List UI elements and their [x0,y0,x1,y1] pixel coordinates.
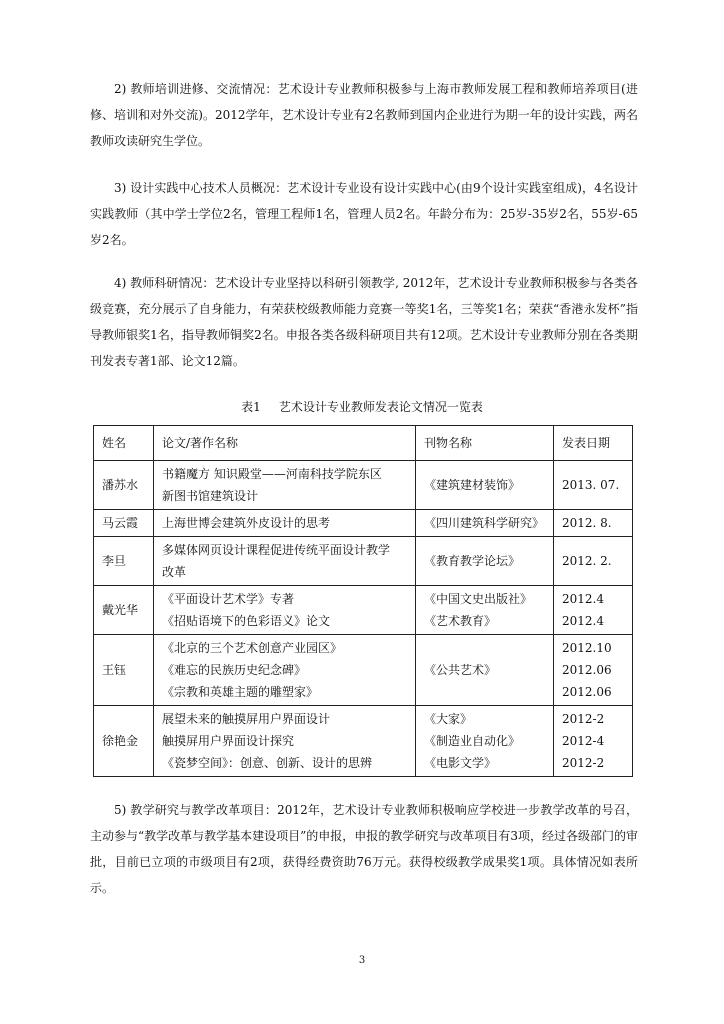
journal-name: 《中国文史出版社》 [424,592,533,606]
journal-name: 《艺术教育》 [424,614,497,628]
work-title: 改革 [162,565,187,579]
table-header-row [94,426,633,461]
journal-name-cell [416,586,554,635]
publish-date-cell [554,510,633,537]
publish-date-cell [554,706,633,777]
paragraph-teacher-training: 2) 教师培训进修、交流情况：艺术设计专业教师积极参与上海市教师发展工程和教师培养项目(进修、培训和对外交流)。2012学年，艺术设计专业有2名教师到国内企业进行为期一年的设计实践，两名教师攻读研究生学位。 [90,82,638,148]
header-date: 发表日期 [554,426,633,461]
work-title-cell [154,706,416,777]
table-body [94,461,633,777]
publish-date: 2012-2 [562,712,605,726]
publish-date: 2012-4 [562,734,605,748]
publish-date: 2012. 8. [562,516,612,530]
work-title: 《平面设计艺术学》专著 [162,592,295,606]
work-title: 《招贴语境下的色彩语义》论文 [162,614,331,628]
work-title-cell [154,586,416,635]
author-name-cell: 马云霞 [94,510,154,537]
journal-name: 《建筑建材装饰》 [424,478,521,492]
publish-date-cell [554,537,633,586]
work-title: 上海世博会建筑外皮设计的思考 [162,516,331,530]
page-number: 3 [358,955,366,966]
table-row [94,461,633,510]
work-title: 《瓷梦空间》：创意、创新、设计的思辨 [162,756,373,770]
work-title: 《难忘的民族历史纪念碑》 [162,663,307,677]
journal-name-cell [416,510,554,537]
publish-date: 2012.10 [562,641,612,655]
journal-name: 《四川建筑科学研究》 [424,516,545,530]
table-row [94,510,633,537]
publish-date: 2012.06 [562,685,612,699]
table-caption [0,398,724,415]
work-title-cell [154,510,416,537]
author-name-cell: 潘苏水 [94,461,154,510]
work-title: 触摸屏用户界面设计探究 [162,734,295,748]
publish-date-cell [554,586,633,635]
journal-name: 《大家》 [424,712,473,726]
publish-date: 2013. 07. [562,478,620,492]
journal-name: 《制造业自动化》 [424,734,521,748]
work-title: 《北京的三个艺术创意产业园区》 [162,641,343,655]
table-row [94,706,633,777]
journal-name-cell [416,461,554,510]
header-work: 论文/著作名称 [154,426,416,461]
author-name-cell: 李旦 [94,537,154,586]
journal-name-cell [416,537,554,586]
paragraph-teacher-research: 4) 教师科研情况：艺术设计专业坚持以科研引领教学, 2012年，艺术设计专业教师积极参与各类各级竞赛，充分展示了自身能力，有荣获校级教师能力竞赛一等奖1名，三等奖1名；荣获“香港永发杯”指导教师银奖1名，指导教师铜奖2名。申报各类各级科研项目共有12项。艺术设计专业教师分别在各类期刊发表专著1部、论文12篇。 [90,276,638,368]
journal-name: 《电影文学》 [424,756,497,770]
work-title-cell [154,537,416,586]
work-title: 《宗教和英雄主题的雕塑家》 [162,685,319,699]
publish-date-cell [554,635,633,706]
header-journal: 刊物名称 [416,426,554,461]
work-title-cell [154,461,416,510]
paragraph-teaching-reform: 5) 教学研究与教学改革项目：2012年，艺术设计专业教师积极响应学校进一步教学改革的号召，主动参与“教学改革与教学基本建设项目”的申报，申报的教学研究与改革项目有3项，经过各级部门的审批，目前已立项的市级项目有2项，获得经费资助76万元。获得校级教学成果奖1项。具体情况如表所示。 [90,803,638,895]
publications-table [93,425,633,777]
journal-name-cell [416,706,554,777]
work-title-cell [154,635,416,706]
work-title: 书籍魔方 知识殿堂——河南科技学院东区 [162,467,382,481]
publish-date: 2012. 2. [562,554,612,568]
journal-name: 《公共艺术》 [424,663,497,677]
work-title: 多媒体网页设计课程促进传统平面设计教学 [162,543,391,557]
table-caption-label: 表1 [241,400,261,414]
table-row [94,586,633,635]
author-name-cell: 徐艳金 [94,706,154,777]
publish-date: 2012-2 [562,756,605,770]
journal-name: 《教育教学论坛》 [424,554,521,568]
publish-date: 2012.4 [562,614,604,628]
table-row [94,537,633,586]
journal-name-cell [416,635,554,706]
table-row [94,635,633,706]
author-name-cell: 戴光华 [94,586,154,635]
publish-date: 2012.06 [562,663,612,677]
table-caption-title: 艺术设计专业教师发表论文情况一览表 [278,400,483,414]
header-name: 姓名 [94,426,154,461]
publish-date: 2012.4 [562,592,604,606]
work-title: 展望未来的触摸屏用户界面设计 [162,712,331,726]
work-title: 新图书馆建筑设计 [162,489,259,503]
paragraph-practice-center-staff: 3) 设计实践中心技术人员概况：艺术设计专业设有设计实践中心(由9个设计实践室组成)，4名设计实践教师（其中学士学位2名，管理工程师1名，管理人员2名。年龄分布为：25岁-35岁2名，55岁-65岁2名。 [90,181,638,247]
author-name-cell: 王钰 [94,635,154,706]
publish-date-cell [554,461,633,510]
